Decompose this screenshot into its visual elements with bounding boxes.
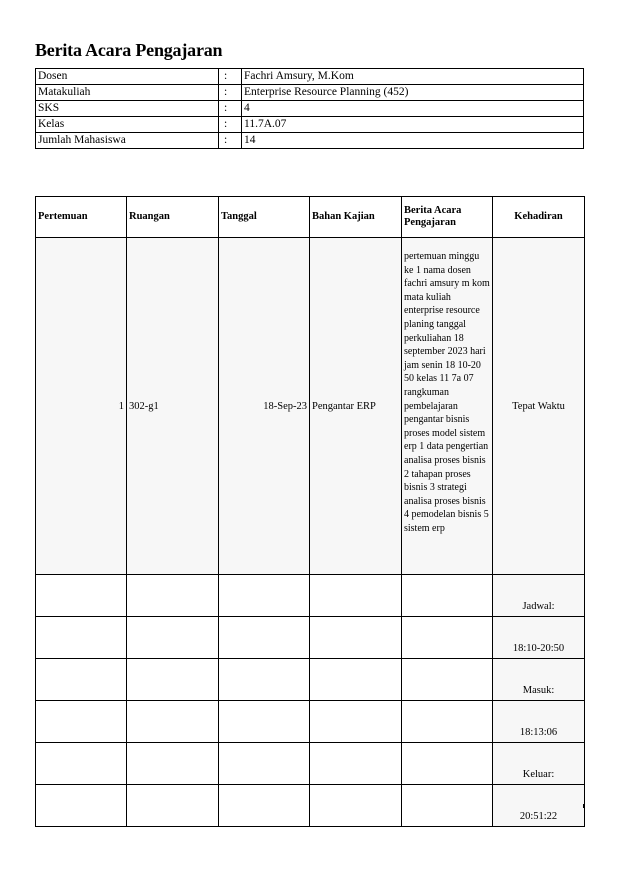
empty-cell [36, 575, 127, 617]
info-value: Enterprise Resource Planning (452) [242, 85, 584, 101]
table-row [36, 701, 585, 743]
info-value: 14 [242, 133, 584, 149]
empty-cell [219, 659, 310, 701]
info-value: 11.7A.07 [242, 117, 584, 133]
info-row-sks [36, 101, 584, 117]
header-kehadiran: Kehadiran [493, 197, 585, 238]
header-pertemuan: Pertemuan [36, 197, 127, 238]
empty-cell [219, 617, 310, 659]
jadwal-value: 18:10-20:50 [493, 617, 585, 659]
empty-cell [310, 575, 402, 617]
table-row [36, 617, 585, 659]
empty-cell [310, 701, 402, 743]
empty-cell [36, 617, 127, 659]
header-tanggal: Tanggal [219, 197, 310, 238]
teaching-record-table [35, 196, 585, 827]
info-label: SKS [36, 101, 219, 117]
empty-cell [36, 659, 127, 701]
course-info-table [35, 68, 584, 149]
info-label: Jumlah Mahasiswa [36, 133, 219, 149]
info-label: Dosen [36, 69, 219, 85]
empty-cell [219, 575, 310, 617]
header-ruangan: Ruangan [127, 197, 219, 238]
info-value: 4 [242, 101, 584, 117]
table-row [36, 238, 585, 575]
jadwal-label: Jadwal: [493, 575, 585, 617]
info-separator: : [219, 85, 242, 101]
empty-cell [402, 701, 493, 743]
keluar-value: 20:51:22 [493, 785, 585, 827]
masuk-label: Masuk: [493, 659, 585, 701]
empty-cell [310, 743, 402, 785]
info-row-kelas [36, 117, 584, 133]
cell-tanggal: 18-Sep-23 [219, 238, 310, 575]
info-row-dosen [36, 69, 584, 85]
empty-cell [402, 575, 493, 617]
empty-cell [127, 701, 219, 743]
cell-kehadiran: Tepat Waktu [493, 238, 585, 575]
info-separator: : [219, 69, 242, 85]
info-separator: : [219, 117, 242, 133]
info-separator: : [219, 101, 242, 117]
cell-pertemuan: 1 [36, 238, 127, 575]
info-row-jumlah-mahasiswa [36, 133, 584, 149]
info-label: Matakuliah [36, 85, 219, 101]
info-row-matakuliah [36, 85, 584, 101]
info-value: Fachri Amsury, M.Kom [242, 69, 584, 85]
page-title: Berita Acara Pengajaran [35, 40, 223, 60]
table-row [36, 743, 585, 785]
table-row [36, 575, 585, 617]
table-header-row [36, 197, 585, 238]
header-berita-acara: Berita Acara Pengajaran [402, 197, 493, 238]
empty-cell [402, 659, 493, 701]
empty-cell [402, 743, 493, 785]
empty-cell [219, 701, 310, 743]
cell-bahan-kajian: Pengantar ERP [310, 238, 402, 575]
empty-cell [310, 659, 402, 701]
cell-ruangan: 302-g1 [127, 238, 219, 575]
cell-berita-acara: pertemuan minggu ke 1 nama dosen fachri amsury m kom mata kuliah enterprise resource planing tanggal perkuliahan 18 september 2023 hari jam senin 18 10-20 50 kelas 11 7a 07 rangkuman pembelajaran pengantar bisnis proses model sistem erp 1 data pengertian analisa proses bisnis 2 tahapan proses bisnis 3 strategi analisa proses bisnis 4 pemodelan bisnis 5 sistem erp [402, 238, 493, 575]
table-continuation-edge [35, 804, 584, 808]
empty-cell [127, 617, 219, 659]
empty-cell [127, 575, 219, 617]
empty-cell [402, 617, 493, 659]
info-separator: : [219, 133, 242, 149]
empty-cell [310, 617, 402, 659]
empty-cell [127, 743, 219, 785]
header-bahan-kajian: Bahan Kajian [310, 197, 402, 238]
keluar-label: Keluar: [493, 743, 585, 785]
info-label: Kelas [36, 117, 219, 133]
empty-cell [36, 701, 127, 743]
table-row [36, 659, 585, 701]
empty-cell [36, 743, 127, 785]
masuk-value: 18:13:06 [493, 701, 585, 743]
empty-cell [127, 659, 219, 701]
empty-cell [219, 743, 310, 785]
